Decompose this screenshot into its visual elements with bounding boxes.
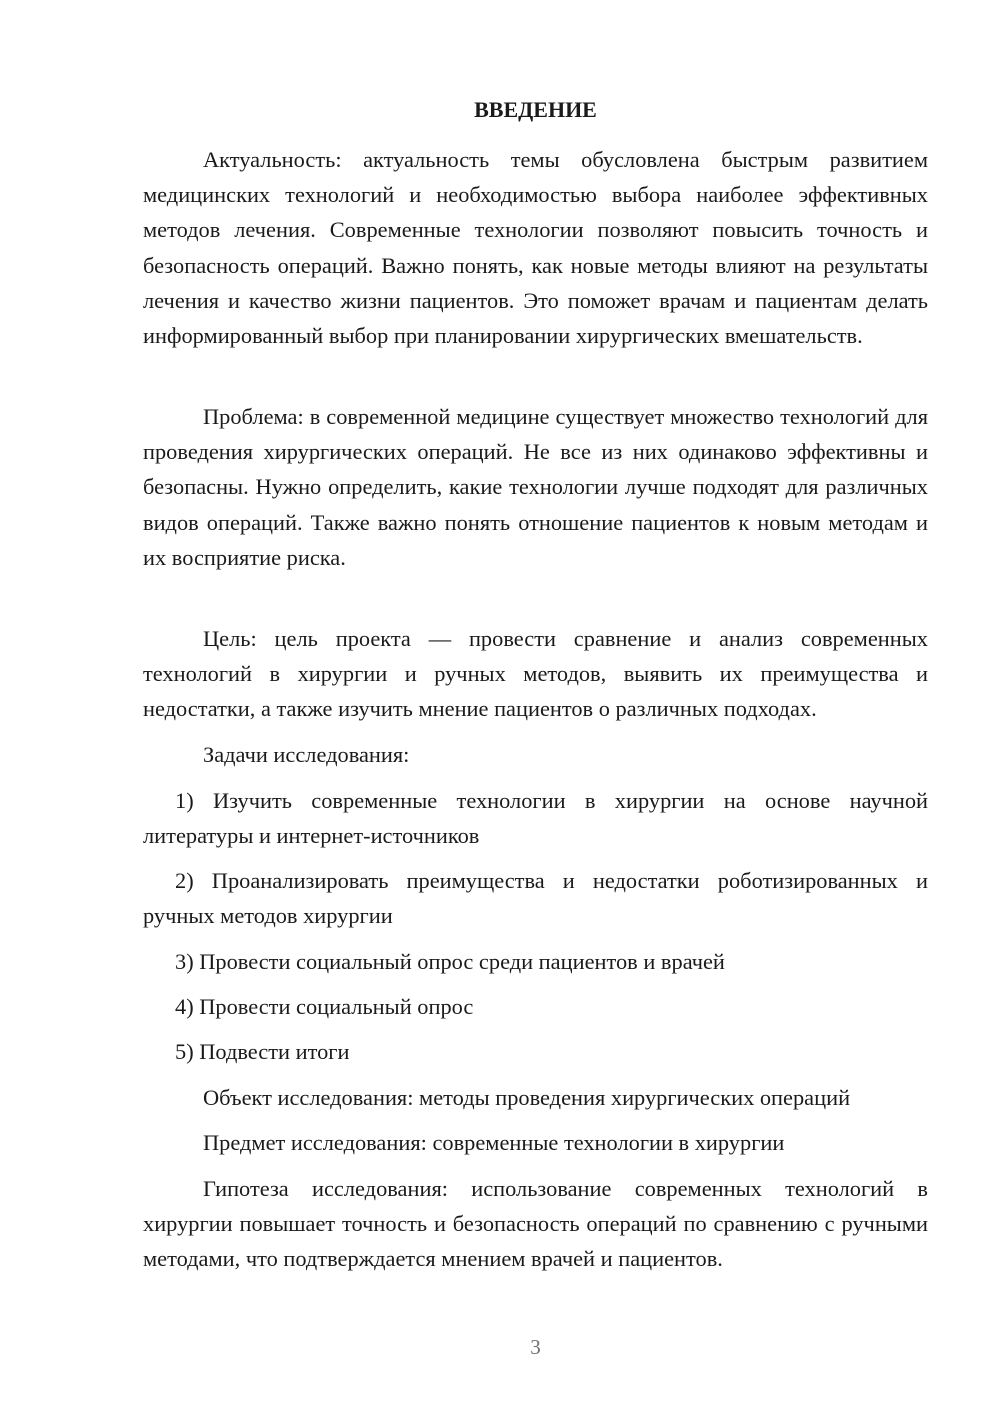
research-hypothesis: Гипотеза исследования: использование современных технологий в хирургии повышает точность и безопасность операций по сравнению с ручными методами, что подтверждается мнением врачей и пациентов. bbox=[143, 1176, 928, 1272]
task-item-2: 2) Проанализировать преимущества и недостатки роботизированных и ручных методов хирургии bbox=[143, 868, 928, 929]
research-object: Объект исследования: методы проведения хирургических операций bbox=[203, 1085, 851, 1110]
document-page bbox=[143, 0, 928, 1414]
task-item-4: 4) Провести социальный опрос bbox=[175, 994, 474, 1019]
paragraph-goal: Цель: цель проекта — провести сравнение и анализ современных технологий в хирургии и ручных методов, выявить их преимущества и недостатки, а также изучить мнение пациентов о различных подходах. bbox=[143, 626, 928, 722]
paragraph-relevance: Актуальность: актуальность темы обусловлена быстрым развитием медицинских технологий и необходимостью выбора наиболее эффективных методов лечения. Современные технологии позволяют повысить точность и безопасность операций. Важно понять, как новые методы влияют на результаты лечения и качество жизни пациентов. Это поможет врачам и пациентам делать информированный выбор при планировании хирургических вмешательств. bbox=[143, 147, 928, 349]
paragraph-problem: Проблема: в современной медицине существует множество технологий для проведения хирургических операций. Не все из них одинаково эффективны и безопасны. Нужно определить, какие технологии лучше подходят для различных видов операций. Также важно понять отношение пациентов к новым методам и их восприятие риска. bbox=[143, 404, 928, 570]
task-item-5: 5) Подвести итоги bbox=[175, 1039, 350, 1064]
section-heading: ВВЕДЕНИЕ bbox=[474, 97, 597, 122]
page-number: 3 bbox=[530, 1335, 541, 1359]
research-subject: Предмет исследования: современные технологии в хирургии bbox=[203, 1130, 785, 1155]
task-item-3: 3) Провести социальный опрос среди пациентов и врачей bbox=[175, 949, 725, 974]
tasks-title: Задачи исследования: bbox=[203, 742, 410, 767]
task-item-1: 1) Изучить современные технологии в хирургии на основе научной литературы и интернет-источников bbox=[143, 788, 928, 849]
